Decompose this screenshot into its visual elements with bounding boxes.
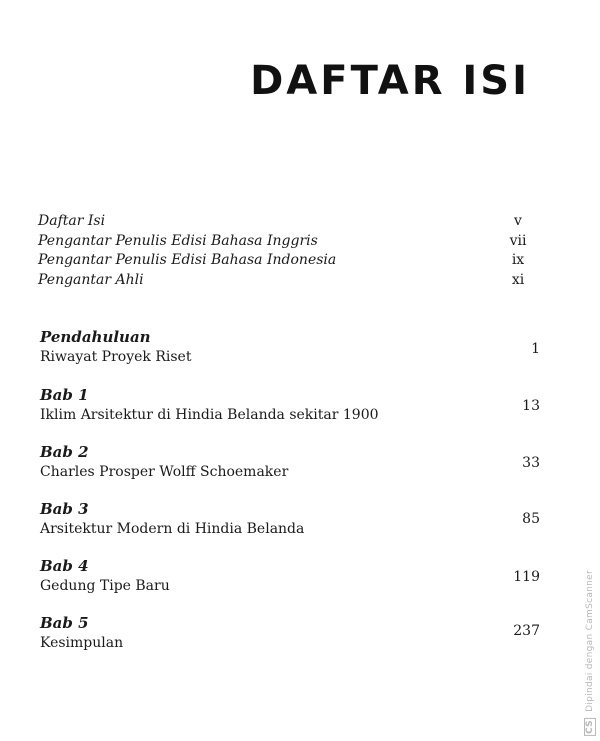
toc-entry-label: Daftar Isi — [38, 213, 106, 229]
chapter-page: 85 — [522, 511, 540, 527]
scanner-watermark-text: Dipindai dengan CamScanner — [585, 570, 595, 712]
toc-entry-page: vii — [509, 232, 527, 249]
scanner-watermark — [584, 570, 596, 736]
toc-entry — [38, 212, 538, 232]
chapter-title: Arsitektur Modern di Hindia Belanda — [40, 521, 305, 537]
chapter-entry — [40, 556, 540, 596]
chapter-heading: Bab 2 — [40, 443, 89, 461]
toc-entry-page: ix — [511, 252, 525, 268]
chapter-heading: Bab 4 — [40, 557, 89, 575]
chapter-entry — [40, 613, 540, 653]
chapter-heading: Bab 3 — [40, 500, 89, 518]
chapter-heading: Bab 1 — [40, 386, 89, 404]
chapter-entry — [40, 385, 540, 425]
chapter-heading: Bab 5 — [40, 614, 89, 632]
chapter-entry — [40, 442, 540, 482]
chapter-page: 237 — [513, 623, 540, 639]
page-title: DAFTAR ISI — [250, 58, 530, 104]
chapter-title: Kesimpulan — [40, 635, 124, 651]
scanner-logo: CS — [585, 720, 595, 734]
chapter-title: Gedung Tipe Baru — [40, 578, 170, 594]
front-matter-list — [38, 212, 538, 290]
chapter-entry — [40, 499, 540, 539]
toc-entry-label: Pengantar Ahli — [38, 271, 144, 288]
toc-entry — [38, 251, 538, 271]
toc-entry-page: xi — [511, 271, 525, 288]
toc-entry-page: v — [514, 213, 522, 229]
chapter-title: Charles Prosper Wolff Schoemaker — [40, 464, 289, 480]
chapter-page: 33 — [522, 455, 540, 471]
chapter-title: Iklim Arsitektur di Hindia Belanda sekitar 1900 — [40, 407, 379, 423]
chapter-title: Riwayat Proyek Riset — [40, 349, 192, 365]
chapter-heading: Pendahuluan — [40, 328, 151, 346]
chapter-page: 119 — [513, 569, 540, 585]
toc-entry-label: Pengantar Penulis Edisi Bahasa Inggris — [38, 232, 318, 249]
toc-entry — [38, 232, 538, 252]
toc-entry-label: Pengantar Penulis Edisi Bahasa Indonesia — [38, 252, 337, 268]
toc-entry — [38, 271, 538, 291]
chapter-page: 1 — [531, 341, 540, 357]
chapter-page: 13 — [522, 398, 540, 414]
chapter-entry — [40, 327, 540, 367]
